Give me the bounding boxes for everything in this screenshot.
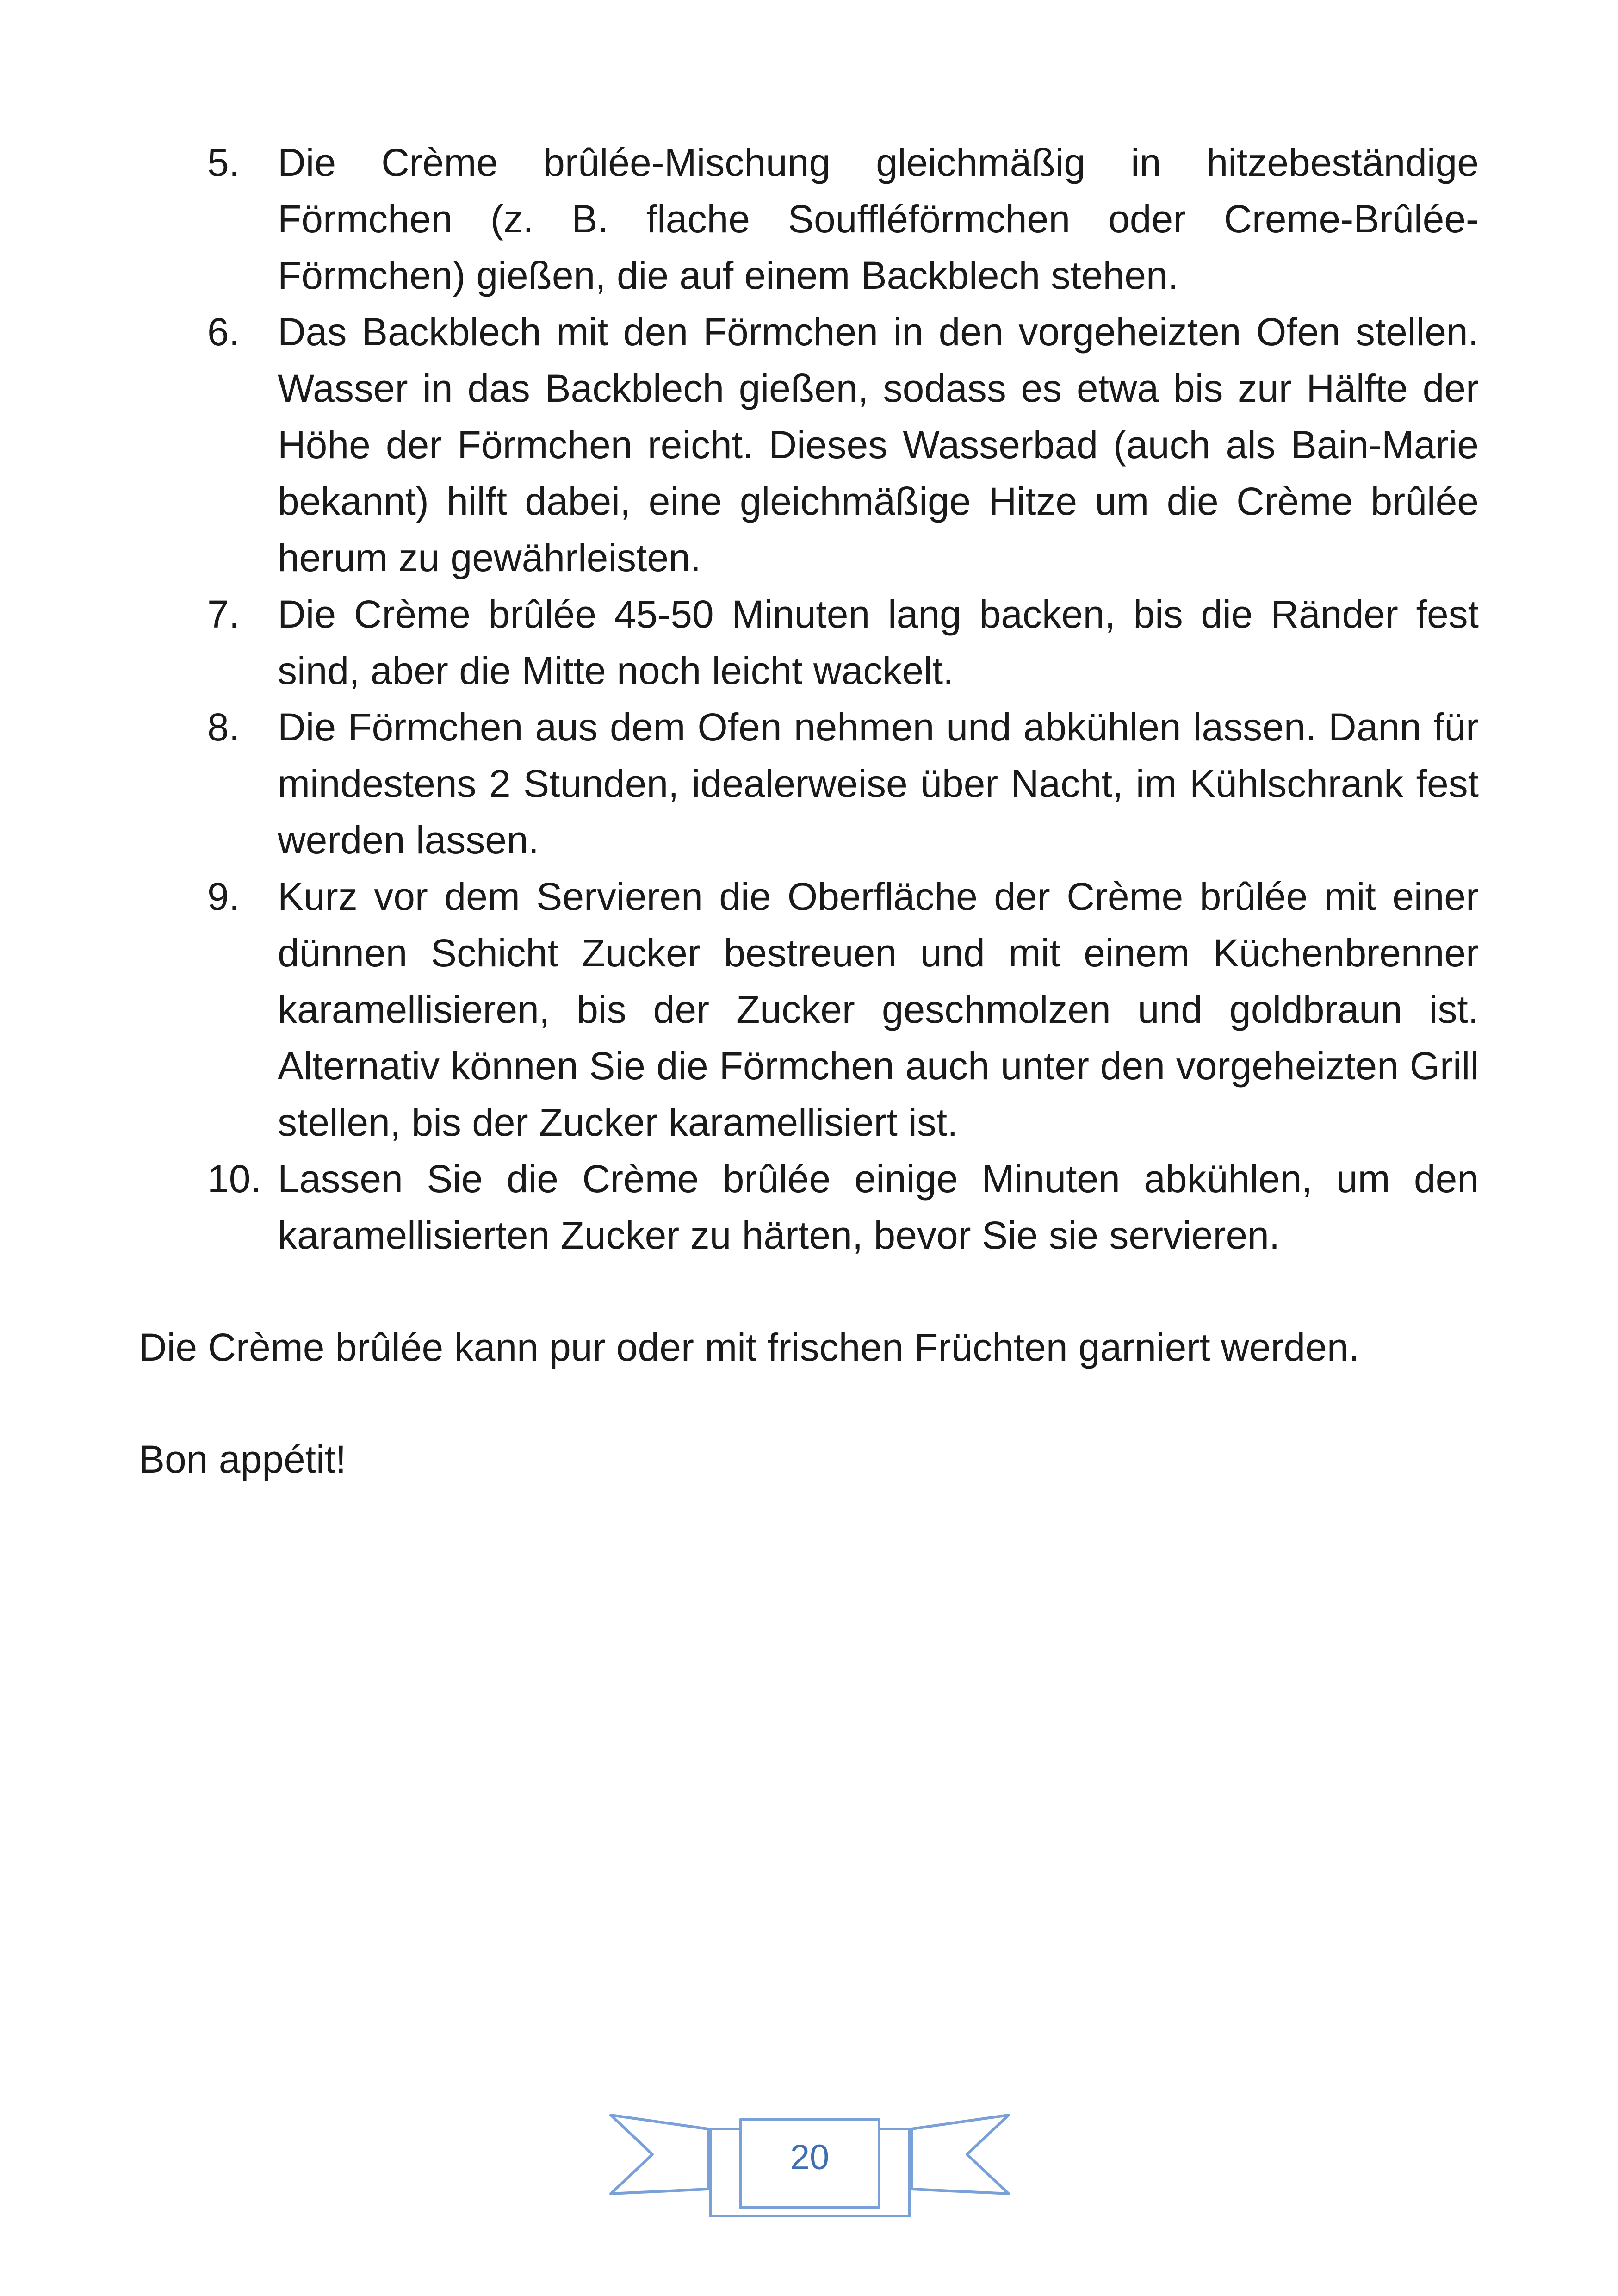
list-item [139, 304, 1479, 586]
step-number: 10. [207, 1157, 261, 1201]
step-text: Die Crème brûlée-Mischung gleichmäßig in hitzebeständige Förmchen (z. B. flache Souffléförmchen oder Creme-Brûlée-Förmchen) gießen, die auf einem Backblech stehen. [278, 141, 1479, 297]
list-item [139, 134, 1479, 304]
list-item [139, 586, 1479, 699]
instruction-list [139, 134, 1479, 1263]
recipe-text [139, 134, 1479, 1487]
list-item [139, 1151, 1479, 1263]
step-text: Die Crème brûlée 45-50 Minuten lang backen, bis die Ränder fest sind, aber die Mitte noch leicht wackelt. [278, 592, 1479, 692]
step-number: 7. [207, 592, 240, 636]
list-item [139, 699, 1479, 868]
step-text: Lassen Sie die Crème brûlée einige Minuten abkühlen, um den karamellisierten Zucker zu härten, bevor Sie sie servieren. [278, 1157, 1479, 1257]
step-text: Das Backblech mit den Förmchen in den vorgeheizten Ofen stellen. Wasser in das Backblech gießen, sodass es etwa bis zur Hälfte der Höhe der Förmchen reicht. Dieses Wasserbad (auch als Bain-Marie bekannt) hilft dabei, eine gleichmäßige Hitze um die Crème brûlée herum zu gewährleisten. [278, 310, 1479, 579]
step-number: 5. [207, 141, 240, 184]
step-number: 9. [207, 875, 240, 918]
step-number: 6. [207, 310, 240, 354]
closing-paragraph: Die Crème brûlée kann pur oder mit frischen Früchten garniert werden. [139, 1325, 1359, 1369]
page-number: 20 [790, 2138, 830, 2177]
sign-off: Bon appétit! [139, 1437, 347, 1481]
list-item [139, 868, 1479, 1151]
step-text: Kurz vor dem Servieren die Oberfläche der Crème brûlée mit einer dünnen Schicht Zucker bestreuen und mit einem Küchenbrenner karamellisieren, bis der Zucker geschmolzen und goldbraun ist. Alternativ können Sie die Förmchen auch unter den vorgeheizten Grill stellen, bis der Zucker karamellisiert ist. [278, 875, 1479, 1144]
step-number: 8. [207, 705, 240, 749]
step-text: Die Förmchen aus dem Ofen nehmen und abkühlen lassen. Dann für mindestens 2 Stunden, idealerweise über Nacht, im Kühlschrank fest werden lassen. [278, 705, 1479, 862]
page-footer [601, 2101, 1018, 2217]
